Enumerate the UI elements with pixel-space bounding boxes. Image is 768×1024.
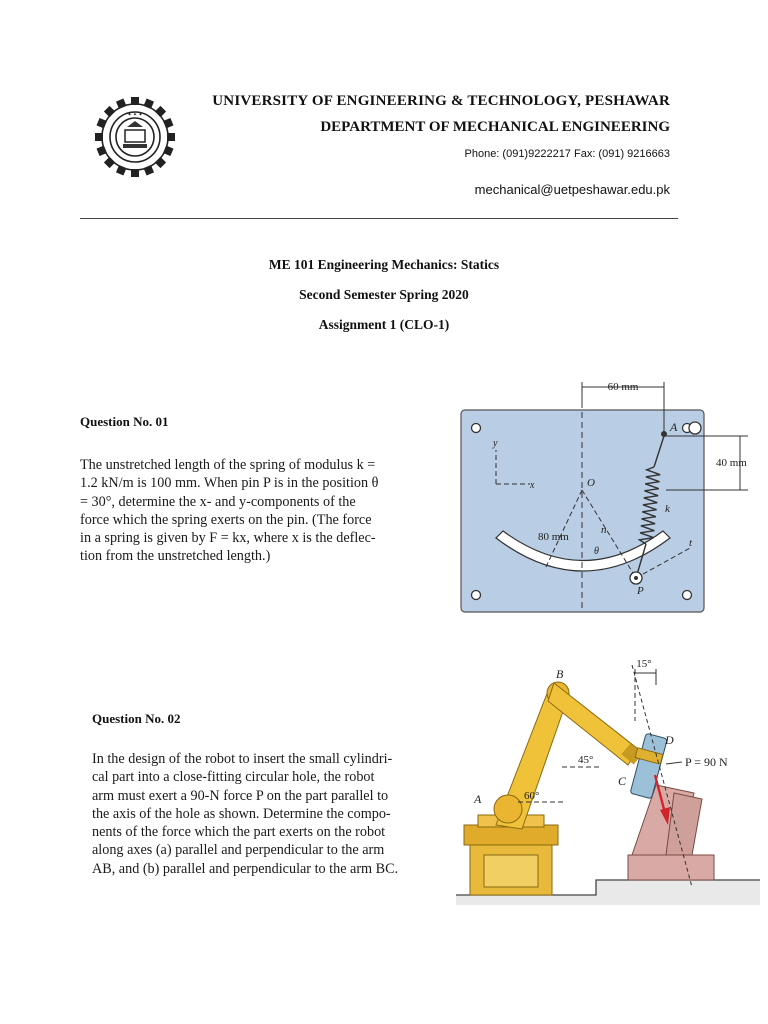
question-2-heading: Question No. 02 xyxy=(92,711,181,726)
header-divider xyxy=(80,218,678,219)
university-name: UNIVERSITY OF ENGINEERING & TECHNOLOGY, PESHAWAR xyxy=(212,93,670,109)
question-1-text xyxy=(80,456,431,566)
angle-15: 15° xyxy=(636,658,652,670)
label-C: C xyxy=(618,774,627,788)
question-1-line: tion from the unstretched length.) xyxy=(80,548,271,565)
university-logo xyxy=(92,94,178,180)
dim-40mm: 40 mm xyxy=(716,457,747,469)
department-name: DEPARTMENT OF MECHANICAL ENGINEERING xyxy=(320,119,670,135)
angle-45: 45° xyxy=(578,754,594,766)
label-k: k xyxy=(665,503,670,515)
question-2-line: the axis of the hole as shown. Determine the compo- xyxy=(92,805,391,822)
question-1-line: force which the spring exerts on the pin. (The force xyxy=(80,511,372,528)
question-2-line: nents of the force which the part exerts on the robot xyxy=(92,824,386,841)
question-1-heading: Question No. 01 xyxy=(80,414,169,429)
question-2-line: cal part into a close-fitting circular hole, the robot xyxy=(92,769,375,786)
question-2-line: along axes (a) parallel and perpendicular to the arm xyxy=(92,842,385,859)
force-label: P = 90 N xyxy=(685,755,728,769)
label-A: A xyxy=(474,792,482,806)
email-address: mechanical@uetpeshawar.edu.pk xyxy=(474,182,670,197)
question-1-line: in a spring is given by F = kx, where x is the deflec- xyxy=(80,530,376,547)
label-n: n xyxy=(601,524,607,536)
label-P: P xyxy=(637,585,644,597)
angle-60: 60° xyxy=(524,790,540,802)
course-title: ME 101 Engineering Mechanics: Statics xyxy=(268,257,500,272)
dim-80mm: 80 mm xyxy=(538,531,569,543)
phone-fax: Phone: (091)9222217 Fax: (091) 9216663 xyxy=(464,148,670,160)
label-y: y xyxy=(493,438,498,449)
question-2-text xyxy=(92,750,431,878)
svg-text:✦ ✦ ✦: ✦ ✦ ✦ xyxy=(127,113,143,118)
question-1-line: The unstretched length of the spring of modulus k = xyxy=(80,457,376,473)
dim-60mm: 60 mm xyxy=(607,381,639,393)
assignment-title: Assignment 1 (CLO-1) xyxy=(318,317,450,332)
semester: Second Semester Spring 2020 xyxy=(299,287,469,302)
label-B: B xyxy=(556,667,564,681)
question-2-figure xyxy=(456,655,760,917)
label-t: t xyxy=(689,537,693,549)
label-D: D xyxy=(665,733,674,747)
label-O: O xyxy=(587,477,595,489)
question-1-line: = 30°, determine the x- and y-components of the xyxy=(80,493,356,510)
question-2-line: In the design of the robot to insert the small cylindri- xyxy=(92,751,393,767)
question-1-line: 1.2 kN/m is 100 mm. When pin P is in the position θ xyxy=(80,475,379,492)
label-x: x xyxy=(530,480,535,491)
question-1-figure xyxy=(458,372,758,622)
label-theta: θ xyxy=(594,546,599,557)
question-2-line: arm must exert a 90-N force P on the part parallel to xyxy=(92,787,389,804)
question-2-line: AB, and (b) parallel and perpendicular to the arm BC. xyxy=(92,860,399,877)
label-A: A xyxy=(670,420,678,434)
